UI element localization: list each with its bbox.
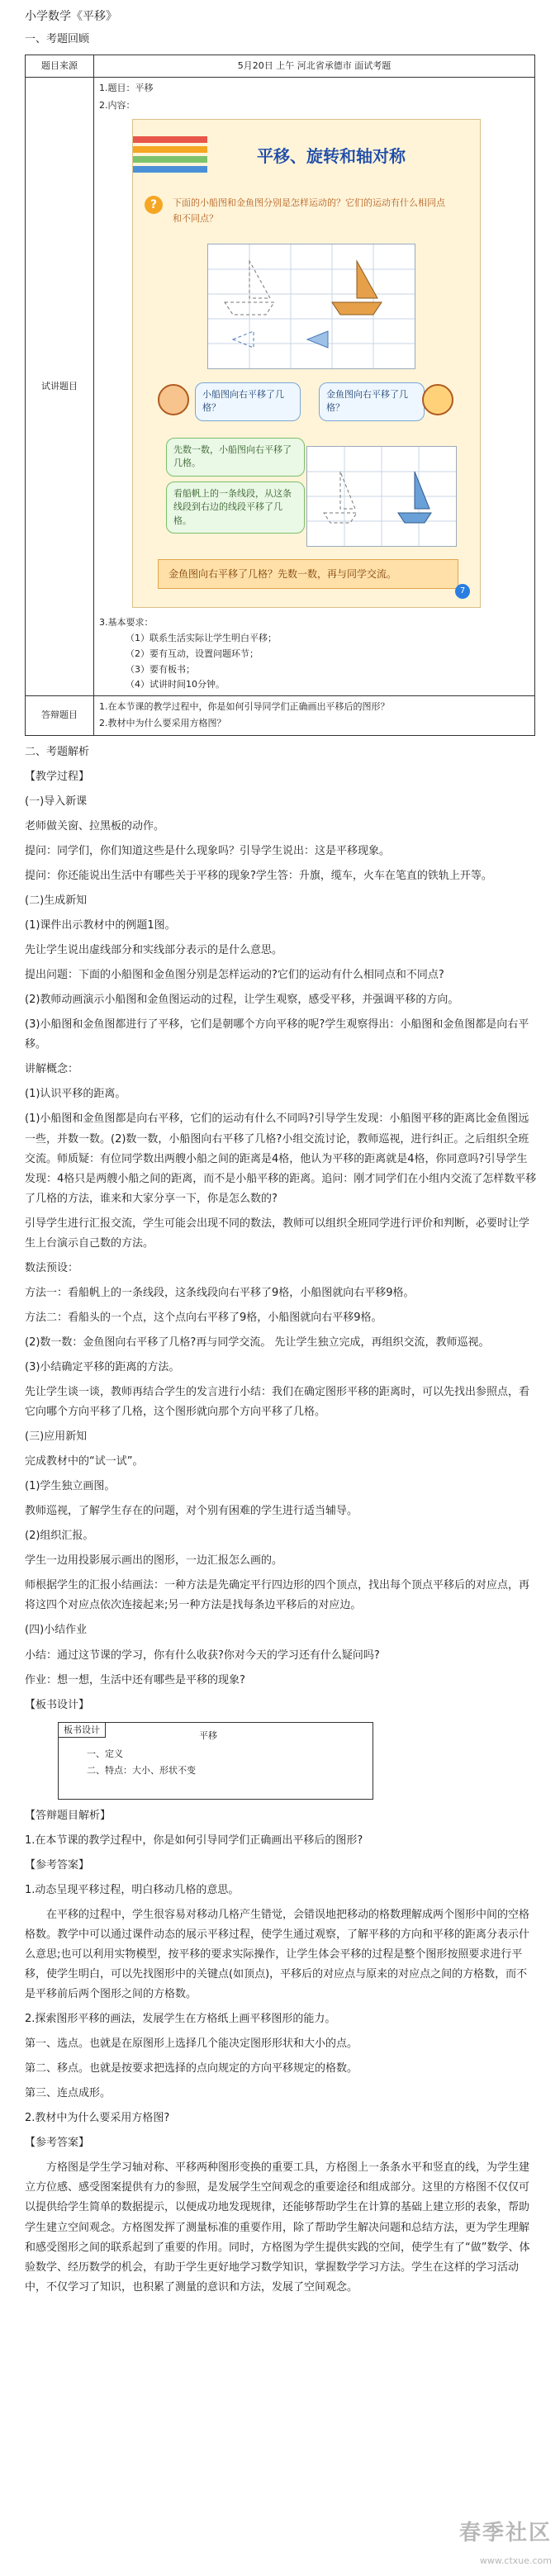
teaching-paragraph: 方法二：看船头的一个点，这个点向右平移了9格，小船图就向右平移9格。	[25, 1311, 382, 1324]
teaching-paragraph: 提出问题：下面的小船图和金鱼图分别是怎样运动的?它们的运动有什么相同点和不同点?	[25, 969, 444, 982]
teaching-paragraph: 作业：想一想，生活中还有哪些是平移的现象?	[25, 1673, 245, 1686]
answer-1-paragraph: 在平移的过程中，学生很容易对移动几格产生错觉，会错误地把移动的格数理解成两个图形中间的空格格数。教学中可以通过课件动态的展示平移过程，使学生通过观察，了解平移的方向和平移的距离分表示什么意思;也可以利用实物模型，按平移的要求实际操作，让学生体会平移的过程是整个图形按照要求进行平移，使学生明白，可以先找图形中的关键点(如顶点)，平移后的对应点与原来的对应点之间的方格数，而不是平移前后两个图形之间的方格数。	[25, 1908, 530, 2001]
exam-info-table	[25, 55, 535, 736]
answer-question-1: 1.在本节课的教学过程中，你是如何引导同学们正确画出平移后的图形？	[99, 701, 390, 713]
board-line-2: 二、特点：大小、形状不变	[87, 1764, 196, 1776]
decor-stripe	[133, 156, 207, 163]
fish	[233, 331, 328, 348]
answer-cell	[94, 696, 535, 736]
decor-stripe	[133, 166, 207, 173]
boat-grid-small	[306, 446, 457, 547]
analysis-question-1: 1.在本节课的教学过程中，你是如何引导同学们正确画出平移后的图形?	[25, 1834, 363, 1847]
answer-label: 答辩题目	[26, 696, 94, 736]
teaching-paragraph: 讲解概念：	[25, 1063, 79, 1076]
source-label: 题目来源	[26, 55, 94, 77]
watermark-text: 春季社区	[458, 2520, 552, 2545]
teaching-paragraph: 数法预设：	[25, 1261, 79, 1274]
teaching-paragraph: (1)认识平移的距离。	[25, 1088, 126, 1101]
document	[25, 7, 537, 2303]
board-design-box	[58, 1722, 373, 1800]
teaching-process-heading: 【教学过程】	[25, 770, 90, 783]
requirement-item: （3）要有板书；	[126, 663, 195, 675]
section-heading-analysis: 二、考题解析	[25, 745, 90, 758]
teaching-paragraph: 提问：你还能说出生活中有哪些关于平移的现象?学生答：升旗，缆车，火车在笔直的铁轨上开等。	[25, 869, 492, 882]
topic-content: 2.内容：	[99, 99, 135, 111]
section-heading-review: 一、考题回顾	[25, 32, 90, 45]
bubble-sail: 看船帆上的一条线段，从这条线段到右边的线段平移了几格。	[166, 482, 305, 534]
teaching-paragraph: (三)应用新知	[25, 1430, 88, 1444]
topic-label: 试讲题目	[26, 78, 94, 696]
analysis-question-2: 2.教材中为什么要采用方格图?	[25, 2112, 170, 2125]
answer-1-paragraph: 2.探索图形平移的画法，发展学生在方格纸上画平移图形的能力。	[25, 2013, 336, 2026]
student-avatar-1	[158, 384, 189, 415]
slide-title: 平移、旋转和轴对称	[257, 145, 406, 166]
teaching-paragraph: (2)数一数：金鱼图向右平移了几格?再与同学交流。 先让学生独立完成，再组织交流，教师巡视。	[25, 1335, 490, 1349]
requirement-item: （4）试讲时间10分钟。	[126, 679, 225, 690]
board-design-heading: 【板书设计】	[25, 1698, 90, 1711]
teaching-paragraph: 先让学生说出虚线部分和实线部分表示的是什么意思。	[25, 944, 283, 957]
requirements-title: 3.基本要求：	[99, 616, 154, 628]
requirement-item: （2）要有互动，设置问题环节；	[126, 648, 259, 659]
teaching-paragraph: 教师巡视，了解学生存在的问题，对个别有困难的学生进行适当辅导。	[25, 1505, 358, 1518]
textbook-image	[132, 119, 481, 608]
slide-question: 下面的小船图和金鱼图分别是怎样运动的？它们的运动有什么相同点和不同点？	[173, 197, 445, 224]
reference-answer-heading-1: 【参考答案】	[25, 1858, 90, 1872]
teaching-paragraph: 先让学生谈一谈，教师再结合学生的发言进行小结：我们在确定图形平移的距离时，可以先找出参照点，看它向哪个方向平移了几格，这个图形就向那个方向平移了几格。	[25, 1386, 530, 1419]
board-title: 平移	[199, 1729, 217, 1741]
watermark-url: www.ctxue.com	[479, 2555, 552, 2566]
teaching-paragraph: (1)学生独立画图。	[25, 1480, 116, 1493]
requirements-list	[99, 631, 529, 693]
teaching-paragraph: 引导学生进行汇报交流，学生可能会出现不同的数法，教师可以组织全班同学进行评价和判断，必要时让学生上台演示自己数的方法。	[25, 1217, 530, 1250]
bubble-fish: 金鱼图向右平移了几格？	[319, 382, 425, 421]
teaching-paragraph: (3)小结确定平移的距离的方法。	[25, 1360, 180, 1373]
teaching-paragraph: (2)组织汇报。	[25, 1530, 94, 1543]
bubble-boat: 小船图向右平移了几格？	[195, 382, 301, 421]
student-avatar-2	[422, 384, 453, 415]
bubble-count: 先数一数，小船图向右平移了几格。	[166, 438, 305, 477]
source-value: 5月20日 上午 河北省承德市 面试考题	[94, 55, 535, 77]
teaching-paragraph: 小结：通过这节课的学习，你有什么收获?你对今天的学习还有什么疑问吗?	[25, 1649, 380, 1662]
site-watermark-logo	[459, 2513, 552, 2569]
answer-analysis-heading: 【答辩题目解析】	[25, 1809, 112, 1822]
slide-footer: 金鱼图向右平移了几格？先数一数，再与同学交流。	[158, 559, 458, 589]
teaching-paragraph: 方法一：看船帆上的一条线段，这条线段向右平移了9格，小船图就向右平移9格。	[25, 1286, 415, 1299]
teaching-paragraph: 学生一边用投影展示画出的图形，一边汇报怎么画的。	[25, 1554, 283, 1568]
boat-fish-grid-figure	[207, 244, 415, 369]
teaching-paragraph: 老师做关窗、拉黑板的动作。	[25, 819, 165, 833]
answer-1-paragraph: 1.动态呈现平移过程，明白移动几格的意思。	[25, 1883, 240, 1896]
teaching-paragraph: (四)小结作业	[25, 1624, 88, 1637]
requirement-item: （1）联系生活实际让学生明白平移；	[126, 633, 277, 644]
answer-question-2: 2.教材中为什么要采用方格图？	[99, 718, 226, 729]
board-label: 板书设计	[58, 1722, 106, 1739]
teaching-paragraph: (1)小船图和金鱼图都是向右平移，它们的运动有什么不同吗?引导学生发现：小船图平移的距离比金鱼图远一些，并数一数。(2)数一数，小船图向右平移了几格?小组交流讨论，教师巡视，进行纠正。之后组织全班交流。师质疑：有位同学数出两艘小船之间的距离是4格，他认为平移的距离就是4格，你同意吗?引导学生发现：4格只是两艘小船之间的距离，而不是小船平移的距离。追问：刚才同学们在小组内交流了怎样数平移了几格的方法，谁来和大家分享一下，你是怎么数的?	[25, 1112, 537, 1205]
topic-cell	[94, 78, 535, 696]
reference-answer-heading-2: 【参考答案】	[25, 2137, 90, 2150]
teaching-paragraph: (1)课件出示教材中的例题1图。	[25, 919, 176, 932]
answer-1-paragraph: 第二、移点。也就是按要求把选择的点向规定的方向平移规定的格数。	[25, 2062, 358, 2076]
teaching-process-body	[25, 792, 537, 1691]
decor-stripe	[133, 136, 207, 143]
question-icon: ?	[145, 196, 163, 214]
teaching-paragraph: (二)生成新知	[25, 894, 88, 908]
teaching-paragraph: 提问：同学们，你们知道这些是什么现象吗？引导学生说出：这是平移现象。	[25, 844, 391, 857]
document-title: 小学数学《平移》	[25, 10, 117, 23]
answer-1-body	[25, 1881, 537, 2104]
teaching-paragraph: 师根据学生的汇报小结画法：一种方法是先确定平行四边形的四个顶点，找出每个顶点平移后的对应点，再将这四个对应点依次连接起来;另一种方法是找每条边平移后的对应边。	[25, 1579, 530, 1612]
teaching-paragraph: (2)教师动画演示小船图和金鱼图运动的过程，让学生观察，感受平移，并强调平移的方向。	[25, 994, 459, 1007]
board-line-1: 一、定义	[87, 1748, 123, 1759]
answer-1-paragraph: 第三、连点成形。	[25, 2087, 112, 2100]
topic-title: 1.题目：平移	[99, 83, 154, 94]
decor-stripe	[133, 146, 207, 153]
answer-2-body: 方格图是学生学习轴对称、平移两种图形变换的重要工具，方格图上一条条水平和竖直的线，为学生建立方位感、感受图案提供有力的参照，是发展学生空间观念的重要途径和组成部分。这里的方格图不仅仅可以提供给学生简单的数据提示，以便成功地发现规律，还能够帮助学生在计算的基础上建立形的表象，帮助学生建立空间观念。方格图发挥了测量标准的重要作用，除了帮助学生解决问题和总结方法，更为学生理解和感受图形之间的联系起到了重要的作用。同时，方格图为学生提供实践的空间，使学生有了“做”数学、体验数学、经历数学的机会，有助于学生更好地学习数学知识，掌握数学学习方法。学生在这样的学习活动中，不仅学习了知识，也积累了测量的意识和方法，发展了空间观念。	[25, 2161, 530, 2294]
answer-1-paragraph: 第一、选点。也就是在原图形上选择几个能决定图形形状和大小的点。	[25, 2038, 358, 2051]
teaching-paragraph: (3)小船图和金鱼图都进行了平移，它们是朝哪个方向平移的呢?学生观察得出：小船图和金鱼图都是向右平移。	[25, 1018, 529, 1051]
teaching-paragraph: (一)导入新课	[25, 795, 88, 808]
slide-page-number: 7	[455, 584, 470, 599]
teaching-paragraph: 完成教材中的“试一试”。	[25, 1455, 144, 1468]
